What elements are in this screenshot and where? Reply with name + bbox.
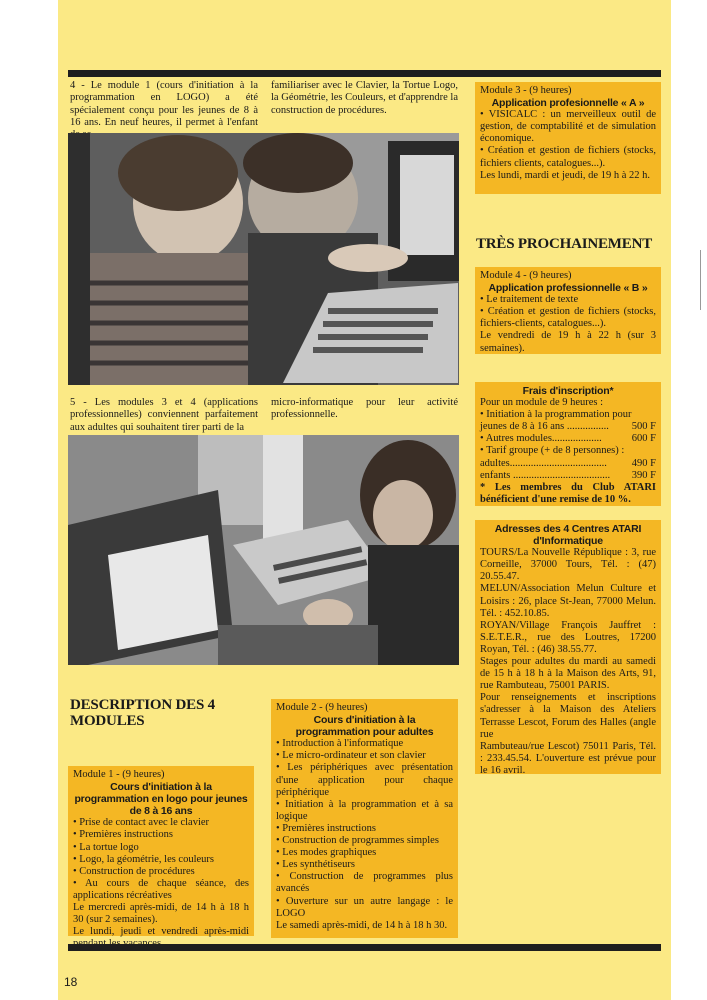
frais-intro: Pour un module de 9 heures : <box>480 397 604 409</box>
module2-line: • Introduction à l'informatique <box>276 738 404 750</box>
frais-box <box>475 382 661 506</box>
adresses-title: Adresses des 4 Centres ATARI d'Informatique <box>494 523 642 548</box>
module4-line: Le vendredi de 19 h à 22 h (sur 3 semaines). <box>480 330 656 354</box>
page-edge <box>700 250 707 310</box>
module2-line: • Construction de programmes plus avancés <box>276 871 453 895</box>
module2-line: • Les périphériques avec présentation d'une application pour chaque périphérique <box>276 762 453 798</box>
module2-box <box>271 699 458 938</box>
module1-line: • Prise de contact avec le clavier <box>73 817 210 829</box>
frais-adultes-label: adultes..................................... <box>480 457 607 469</box>
frais-item1-value: 500 F <box>631 421 656 433</box>
frais-note: * Les membres du Club ATARI bénéficient d'une remise de 10 %. <box>480 481 656 505</box>
photo-adult-computer <box>68 435 459 665</box>
adresses-line: Stages pour adultes du mardi au samedi de 15 h à 18 h à la Maison des Arts, 91, rue Rambuteau, 75001 PARIS. <box>480 656 656 692</box>
module1-title: Cours d'initiation à la programmation en logo pour jeunes de 8 à 16 ans <box>74 781 248 818</box>
frais-adultes-value: 490 F <box>631 457 656 469</box>
module2-line: • Construction de programmes simples <box>276 835 439 847</box>
description-heading: DESCRIPTION DES 4 MODULES <box>70 697 215 729</box>
module1-line: • Premières instructions <box>73 829 173 841</box>
module2-line: • Ouverture sur un autre langage : le LOGO <box>276 895 453 919</box>
frais-row <box>480 409 656 433</box>
adresses-line: ROYAN/Village François Jauffret : S.E.T.E.R., rue des Loutres, 17200 Royan, Tél. : (46) 38.55.77. <box>480 619 656 655</box>
intro-text-right: familiariser avec le Clavier, la Tortue Logo, la Géométrie, les Couleurs, et d'apprendre la construction de procédures. <box>271 80 458 116</box>
frais-row <box>480 458 656 470</box>
module2-line: • Le micro-ordinateur et son clavier <box>276 750 426 762</box>
adresses-box <box>475 520 661 774</box>
frais-title: Frais d'inscription* <box>522 385 614 397</box>
module1-header: Module 1 - (9 heures) <box>73 769 165 780</box>
adresses-line: MELUN/Association Melun Culture et Loisirs : 26, place St-Jean, 77000 Melun. Tél. : 452.10.85. <box>480 583 656 619</box>
module2-line: Le samedi après-midi, de 14 h à 18 h 30. <box>276 919 448 931</box>
photo-children-computer-image <box>68 133 459 385</box>
module1-line: • Construction de procédures <box>73 865 195 877</box>
module1-line: • Logo, la géométrie, les couleurs <box>73 853 215 865</box>
photo-adult-computer-image <box>68 435 459 665</box>
module4-title: Application professionnelle « B » <box>488 282 648 295</box>
module2-line: • Premières instructions <box>276 822 376 834</box>
middle-text-right: micro-informatique pour leur activité professionnelle. <box>271 397 458 421</box>
module4-box <box>475 267 661 354</box>
module3-box <box>475 82 661 194</box>
module3-header: Module 3 - (9 heures) <box>480 85 572 96</box>
module4-line: • Création et gestion de fichiers (stocks, fichiers-clients, catalogues...). <box>480 306 656 330</box>
module2-line: • Initiation à la programmation et à sa logique <box>276 798 453 822</box>
page-number: 18 <box>64 975 78 989</box>
module3-line: • VISICALC : un merveilleux outil de gestion, de comptabilité et de simulation économique. <box>480 109 656 145</box>
bottom-rule <box>68 944 661 951</box>
adresses-line: Rambuteau/rue Lescot) 75011 Paris, Tél. : 233.45.54. L'ouverture est prévue pour le 16 avril. <box>480 740 656 776</box>
middle-text-left: 5 - Les modules 3 et 4 (applications professionnelles) conviennent parfaitement aux adultes qui souhaitent tirer parti de la <box>70 397 258 433</box>
frais-item2-label: • Autres modules................... <box>480 433 602 445</box>
module3-title: Application profesionnelle « A » <box>491 97 645 110</box>
frais-item1-label: • Initiation à la programmation pour jeunes de 8 à 16 ans ................ <box>480 409 632 433</box>
frais-row <box>480 470 656 482</box>
frais-enfants-label: enfants ..................................... <box>480 469 611 481</box>
module4-line: • Le traitement de texte <box>480 294 579 306</box>
top-rule <box>68 70 661 77</box>
module2-title: Cours d'initiation à la programmation pour adultes <box>295 714 434 739</box>
module2-line: • Les synthétiseurs <box>276 859 355 871</box>
adresses-line: TOURS/La Nouvelle République : 3, rue Corneille, 37000 Tours, Tél. : (47) 20.55.47. <box>480 547 656 583</box>
module2-header: Module 2 - (9 heures) <box>276 702 368 713</box>
module1-line: • Au cours de chaque séance, des applications récréatives <box>73 877 249 901</box>
module2-line: • Les modes graphiques <box>276 847 377 859</box>
module3-line: • Création et gestion de fichiers (stocks, fichiers clients, catalogues...). <box>480 145 656 169</box>
module1-line: • La tortue logo <box>73 841 139 853</box>
module1-box <box>68 766 254 936</box>
frais-item2-value: 600 F <box>631 433 656 445</box>
frais-row <box>480 433 656 445</box>
module3-line: Les lundi, mardi et jeudi, de 19 h à 22 h. <box>480 169 651 181</box>
intro-text-left: 4 - Le module 1 (cours d'initiation à la programmation en LOGO) a été spécialement conçu pour les jeunes de 8 à 16 ans. En neuf heures, il permet à l'enfant <box>70 80 258 128</box>
photo-children-computer <box>68 133 459 385</box>
frais-item3: • Tarif groupe (+ de 8 personnes) : <box>480 445 625 457</box>
module1-line: Le lundi, jeudi et vendredi après-midi <box>73 926 249 938</box>
frais-enfants-value: 390 F <box>631 469 656 481</box>
adresses-line: Pour renseignements et inscriptions s'adresser à la Maison des Ateliers Terrasse Lescot, Forum des Halles (angle rue <box>480 692 656 740</box>
module1-line: Le mercredi après-midi, de 14 h à 18 h 30 (sur 2 semaines). <box>73 902 249 926</box>
section-prochainement: TRÈS PROCHAINEMENT <box>476 236 653 252</box>
module4-header: Module 4 - (9 heures) <box>480 270 572 281</box>
